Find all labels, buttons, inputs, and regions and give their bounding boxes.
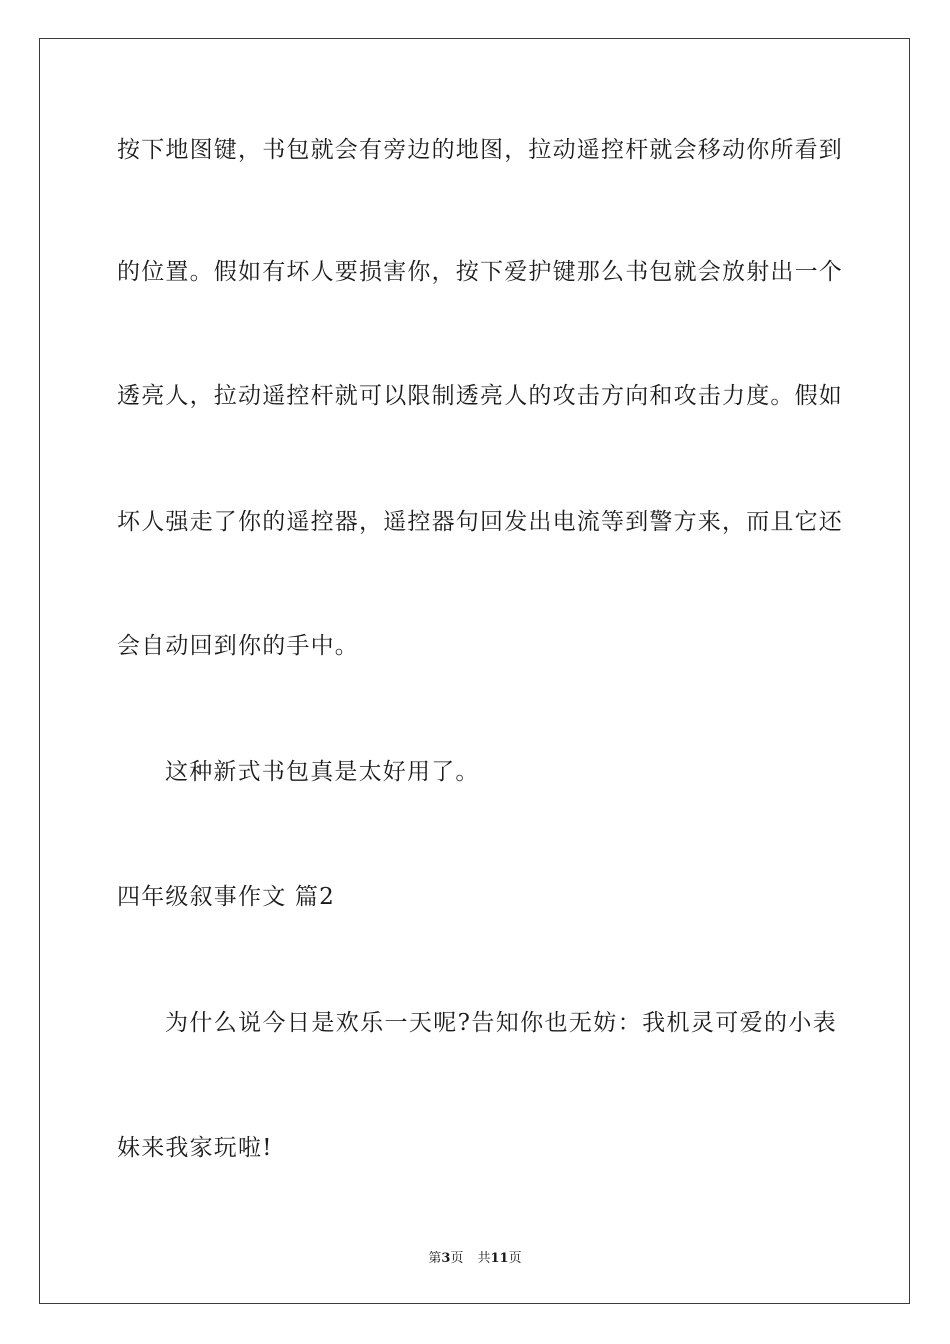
- body-text-line: 的位置。假如有坏人要损害你，按下爱护键那么书包就会放射出一个: [117, 259, 843, 285]
- total-pages: 11: [490, 1251, 509, 1266]
- page-number: 3: [441, 1251, 451, 1266]
- page-footer: [0, 1247, 950, 1266]
- body-text-line: 坏人强走了你的遥控器，遥控器句回发出电流等到警方来，而且它还: [117, 509, 843, 535]
- body-text-line: 这种新式书包真是太好用了。: [165, 759, 480, 785]
- page-number-suffix: 页: [450, 1251, 464, 1266]
- page-number-prefix: 第: [428, 1251, 442, 1266]
- body-text-line: 会自动回到你的手中。: [117, 633, 359, 659]
- section-heading: 四年级叙事作文 篇2: [117, 884, 335, 910]
- body-text-line: 按下地图键，书包就会有旁边的地图，拉动遥控杆就会移动你所看到: [117, 137, 843, 163]
- body-text-line: 透亮人，拉动遥控杆就可以限制透亮人的攻击方向和攻击力度。假如: [117, 383, 843, 409]
- total-pages-prefix: 共: [477, 1251, 491, 1266]
- body-text-line: 妹来我家玩啦!: [117, 1135, 273, 1161]
- total-pages-suffix: 页: [508, 1251, 522, 1266]
- body-text-line: 为什么说今日是欢乐一天呢?告知你也无妨：我机灵可爱的小表: [165, 1010, 837, 1036]
- page-border: [39, 38, 910, 1304]
